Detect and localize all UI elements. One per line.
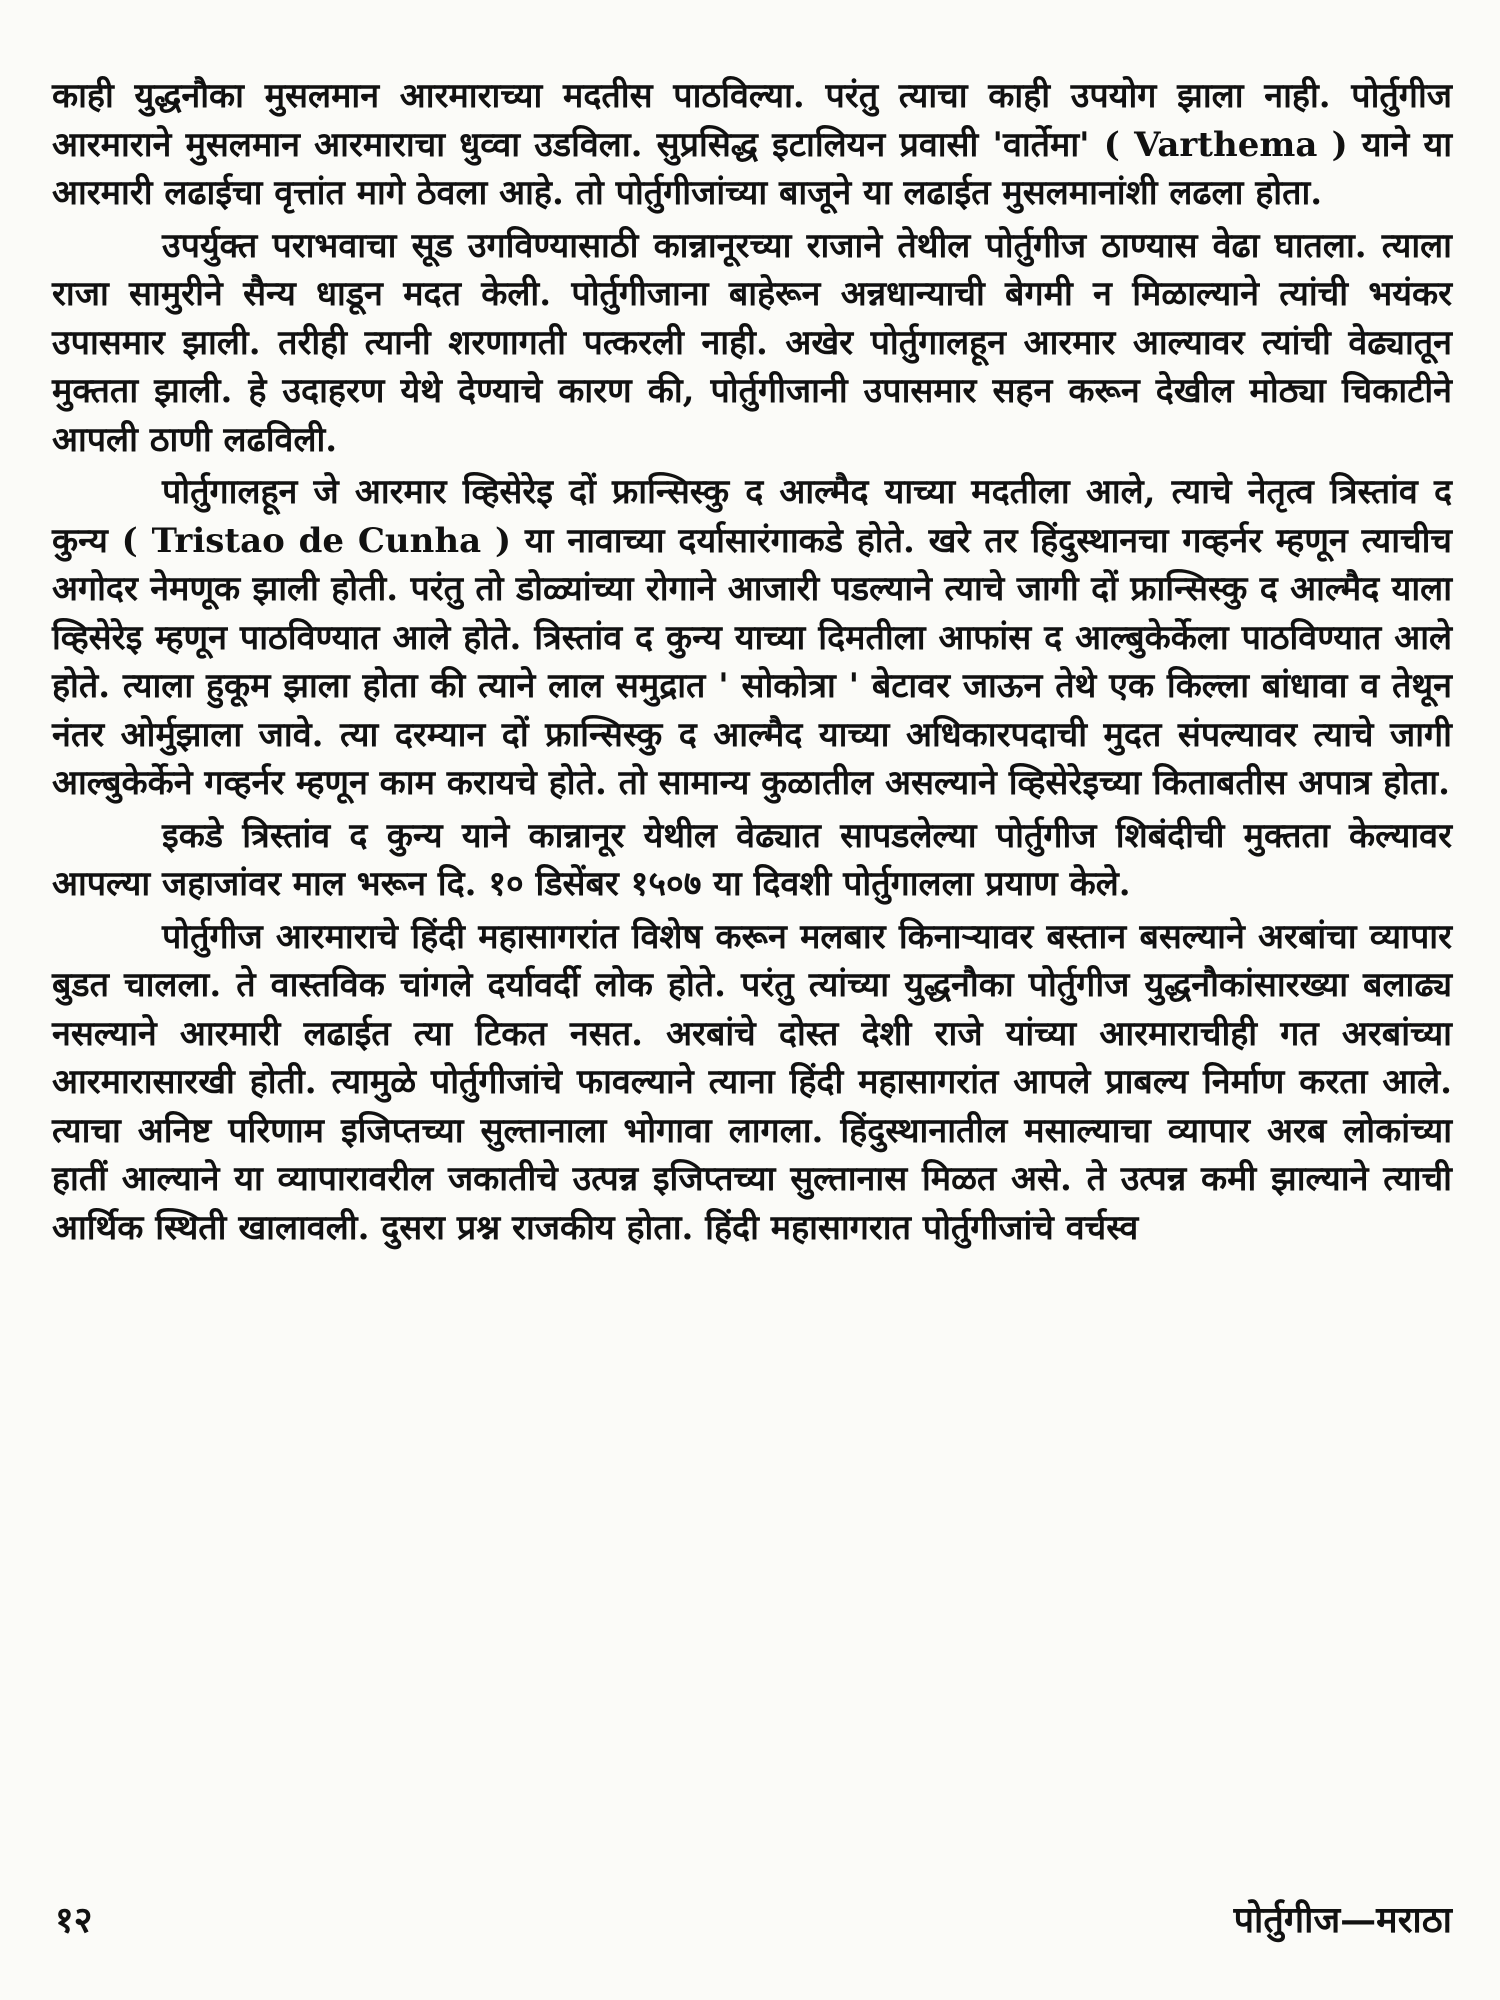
paragraph-3: पोर्तुगालहून जे आरमार व्हिसेरेइ दों फ्रान्सिस्कु द आल्मैद याच्या मदतीला आले, त्याचे नेतृत्व त्रिस्तांव द कुन्य ( Tristao de Cunha ) या नावाच्या दर्यासारंगाकडे होते. खरे तर हिंदुस्थानचा गव्हर्नर म्हणून त्याचीच अगोदर नेमणूक झाली होती. परंतु तो डोळ्यांच्या रोगाने आजारी पडल्याने त्याचे जागी दों फ्रान्सिस्कु द आल्मैद याला व्हिसेरेइ म्हणून पाठविण्यात आले होते. त्रिस्तांव द कुन्य याच्या दिमतीला आफांस द आल्बुकेर्केला पाठविण्यात आले होते. त्याला हुकूम झाला होता की त्याने लाल समुद्रात ' सोकोत्रा ' बेटावर जाऊन तेथे एक किल्ला बांधावा व तेथून नंतर ओर्मुझाला जावे. त्या दरम्यान दों फ्रान्सिस्कु द आल्मैद याच्या अधिकारपदाची मुदत संपल्यावर त्याचे जागी आल्बुकेर्केने गव्हर्नर म्हणून काम करायचे होते. तो सामान्य कुळातील असल्याने व्हिसेरेइच्या किताबतीस अपात्र होता. — [52, 472, 1452, 803]
paragraph-4: इकडे त्रिस्तांव द कुन्य याने कान्नानूर येथील वेढ्यात सापडलेल्या पोर्तुगीज शिबंदीची मुक्तता केल्यावर आपल्या जहाजांवर माल भरून दि. १० डिसेंबर १५०७ या दिवशी पोर्तुगालला प्रयाण केले. — [52, 815, 1452, 904]
paragraph-2: उपर्युक्त पराभवाचा सूड उगविण्यासाठी कान्नानूरच्या राजाने तेथील पोर्तुगीज ठाण्यास वेढा घातला. त्याला राजा सामुरीने सैन्य धाडून मदत केली. पोर्तुगीजाना बाहेरून अन्नधान्याची बेगमी न मिळाल्याने त्यांची भयंकर उपासमार झाली. तरीही त्यानी शरणागती पत्करली नाही. अखेर पोर्तुगालहून आरमार आल्यावर त्यांची वेढ्यातून मुक्तता झाली. हे उदाहरण येथे देण्याचे कारण की, पोर्तुगीजानी उपासमार सहन करून देखील मोठ्या चिकाटीने आपली ठाणी लढविली. — [52, 225, 1452, 460]
page-number: १२ — [55, 1898, 93, 1941]
running-title: पोर्तुगीज—मराठा — [1233, 1898, 1452, 1941]
paragraph-1: काही युद्धनौका मुसलमान आरमाराच्या मदतीस पाठविल्या. परंतु त्याचा काही उपयोग झाला नाही. पोर्तुगीज आरमाराने मुसलमान आरमाराचा धुव्वा उडविला. सुप्रसिद्ध इटालियन प्रवासी 'वार्तेमा' ( Varthema ) याने या आरमारी लढाईचा वृत्तांत मागे ठेवला आहे. तो पोर्तुगीजांच्या बाजूने या लढाईत मुसलमानांशी लढला होता. — [52, 76, 1452, 213]
page-footer — [55, 1890, 1452, 1946]
body-text — [52, 72, 1452, 1256]
paragraph-5: पोर्तुगीज आरमाराचे हिंदी महासागरांत विशेष करून मलबार किनाऱ्यावर बस्तान बसल्याने अरबांचा व्यापार बुडत चालला. ते वास्तविक चांगले दर्यावर्दी लोक होते. परंतु त्यांच्या युद्धनौका पोर्तुगीज युद्धनौकांसारख्या बलाढ्य नसल्याने आरमारी लढाईत त्या टिकत नसत. अरबांचे दोस्त देशी राजे यांच्या आरमाराचीही गत अरबांच्या आरमारासारखी होती. त्यामुळे पोर्तुगीजांचे फावल्याने त्याना हिंदी महासागरांत आपले प्राबल्य निर्माण करता आले. त्याचा अनिष्ट परिणाम इजिप्तच्या सुल्तानाला भोगावा लागला. हिंदुस्थानातील मसाल्याचा व्यापार अरब लोकांच्या हातीं आल्याने या व्यापारावरील जकातीचे उत्पन्न इजिप्तच्या सुल्तानास मिळत असे. ते उत्पन्न कमी झाल्याने त्याची आर्थिक स्थिती खालावली. दुसरा प्रश्न राजकीय होता. हिंदी महासागरात पोर्तुगीजांचे वर्चस्व — [52, 916, 1452, 1248]
